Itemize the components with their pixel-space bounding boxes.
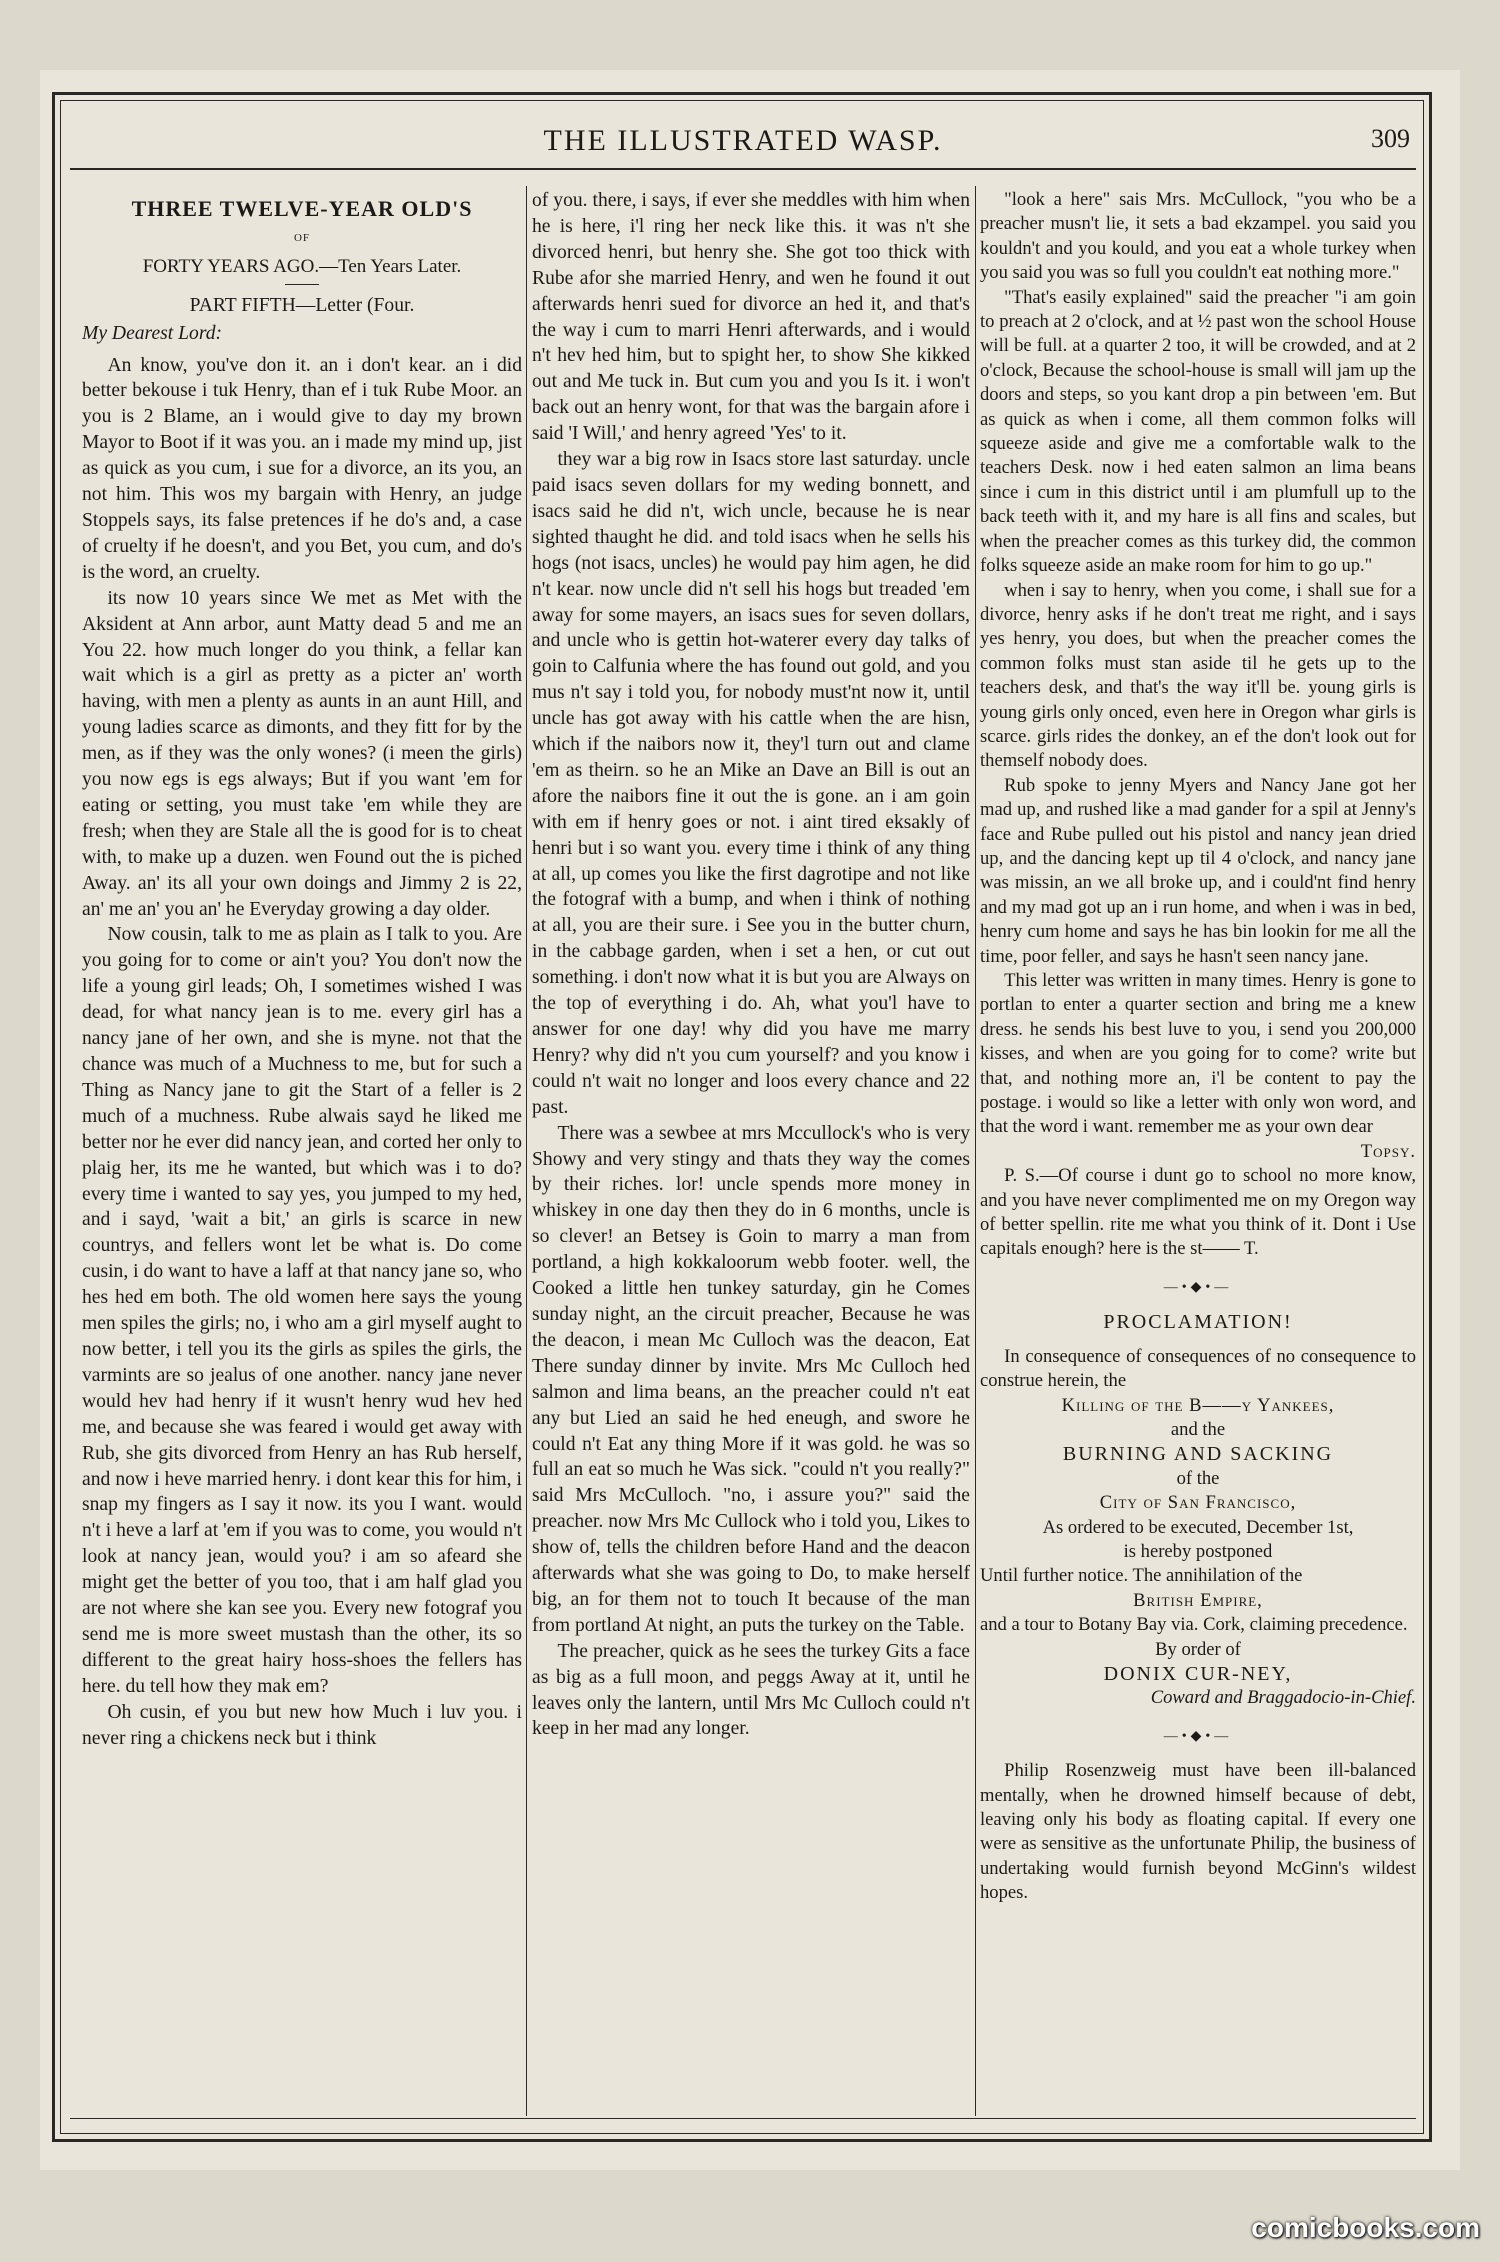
paragraph: Oh cusin, ef you but new how Much i luv you. i never ring a chickens neck but i think xyxy=(82,1701,522,1749)
paragraph: This letter was written in many times. Henry is gone to portlan to enter a quarter section and bring me a knew dress. he sends his best luve to you, i send you 200,000 kisses, and when are you going for to come? write but that, and nothing more an, i'l be content to pay the postage. i would so like a letter with only won word, and that the word i want. remember me as your own dear xyxy=(980,970,1416,1138)
column-2 xyxy=(532,188,970,2108)
watermark: comicbooks.com xyxy=(1251,2212,1480,2243)
paragraph: An know, you've don it. an i don't kear. an i did better bekouse i tuk Henry, than ef i tuk Rube Moor. an you is 2 Blame, an i would give to day my brown Mayor to Boot if it was you. an i made my mind up, jist as quick as you cum, i sue for a divorce, an its you, an not him. This wos my bargain with Henry, an judge Stoppels says, its false pretences if he do's and, a case of cruelty if he doesn't, and you Bet, you cum, and do's is the word, an cruelty. xyxy=(82,354,522,583)
article-of: OF xyxy=(293,231,311,244)
proclamation-line: Killing of the B——y Yankees, xyxy=(1061,1394,1335,1416)
article-subtitle: FORTY YEARS AGO.—Ten Years Later. xyxy=(142,255,462,277)
masthead: THE ILLUSTRATED WASP. xyxy=(543,124,943,157)
proclamation-line: BURNING AND SACKING xyxy=(1062,1443,1334,1466)
ornament-divider: —•◆•— xyxy=(1163,1279,1233,1295)
ornament-divider: —•◆•— xyxy=(1163,1728,1233,1744)
paragraph: when i say to henry, when you come, i shall sue for a divorce, henry asks if he don't treat me right, and i says yes henry, you does, but when the preacher comes the common folks must stan aside til he gets up to the teachers desk, and that's the way it'll be. young girls is young girls only onced, even here in Oregon whar girls is scarce. girls rides the donkey, an ef the don't look out for themself nobody does. xyxy=(980,579,1416,772)
proclamation-line: As ordered to be executed, December 1st, xyxy=(1042,1516,1354,1538)
proclamation-line: By order of xyxy=(1155,1638,1241,1660)
proclamation-line: and a tour to Botany Bay via. Cork, claiming precedence. xyxy=(980,1614,1408,1636)
paragraph: "look a here" sais Mrs. McCullock, "you who be a preacher musn't lie, it sets a bad ekzampel. you said you kouldn't and you kould, and you eat a whole turkey when you said you was so full you couldn't eat nothing more." xyxy=(980,189,1416,284)
proclamation-signer: DONIX CUR-NEY, xyxy=(1103,1662,1293,1685)
proclamation-line: and the xyxy=(1170,1418,1226,1440)
paragraph: they war a big row in Isacs store last saturday. uncle paid isacs seven dollars for my weding bonnett, and isacs said he did n't, wich uncle, because he is near sighted thaught he did. and told isacs when he sells his hogs (not isacs, uncles) he would pay him agen, he did n't kear. now uncle did n't sell his hogs but treaded 'em away for some mayers, an isacs sues for seven dollars, and uncle who is gettin hot-waterer every day talks of goin to Calfunia where the has found out gold, and you mus n't say i told you, for nobody must'nt now it, until uncle has got away with his cattle when the are hisn, which if the naibors now it, they'l turn out and clame 'em as theirn. so he an Mike an Dave an Bill is out an afore the naibors fine it out the is gone. an i am goin with em if henry goes or not. i aint tired eksakly of henri but i so want you. every time i think of any thing at all, up comes you like the first dagrotipe and not like the fotograf with a bump, and when i think of nothing at all, you are their sure. i See you in the butter churn, in the cabbage garden, when i set a hen, or cut out something. i don't now what it is but you are Always on the top of everything i do. Ah, what you'l have to answer for one day! why did you have me marry Henry? why did n't you cum yourself? and you know i could n't wait no longer and loos every chance and 22 past. xyxy=(532,449,970,1118)
paragraph: "That's easily explained" said the preacher "i am goin to preach at 2 o'clock, and at ½ past won the school House will be full. at a quarter 2 too, it will be crowded, and at 2 o'clock, Because the school-house is small will jam up the doors and steps, so you kant drop a pin between 'em. But as quick as when i come, all them common folks will squeeze aside and give me a comfortable walk to the teachers Desk. now i hed eaten salmon an lima beans since i cum in this district until i am plumfull up to the back teeth with it, and my hare is all fins and scales, but when the preacher comes as this turkey did, the common folks squeeze aside an make room for him to go up." xyxy=(980,286,1416,577)
paragraph: Rub spoke to jenny Myers and Nancy Jane got her mad up, and rushed like a mad gander for a spil at Jenny's face and Rube pulled out his pistol and nancy jean dried up, and the dancing kept up til 4 o'clock, and nancy jane was missin, an we all broke up, and i could'nt find henry and my mad got up an i run home, and when i was in bed, henry cum home and says he has bin lookin for me all the time, poor feller, and says he hasn't seen nancy jane. xyxy=(980,774,1416,967)
title-rule xyxy=(285,284,319,285)
part-heading: PART FIFTH—Letter (Four. xyxy=(189,294,415,316)
signature: Topsy. xyxy=(1360,1140,1416,1162)
proclamation-line: City of San Francisco, xyxy=(1099,1492,1297,1514)
proclamation-title-of-signer: Coward and Braggadocio-in-Chief. xyxy=(1150,1687,1416,1709)
column-divider xyxy=(975,186,976,2116)
paragraph: Now cousin, talk to me as plain as I talk to you. Are you going for to come or ain't you? You don't now the life a young girl leads; Oh, I sometimes wished I was dead, for what nancy jean is to me. every girl has a nancy jane of her own, and she is myne. not that the chance was much of a Muchness to me, but for such a Thing as Nancy jane to git the Start of a feller is 2 much of a muchness. Rube alwais sayd he liked me better nor he ever did nancy jean, and corted her only to plaig her, its me he wanted, but which was i to do? every time i wanted to say yes, you jumped to my hed, and i sayd, 'wait a bit,' an girls is scarce in new countrys, and fellers wont let be what is. Do come cusin, i do want to have a laff at that nancy jane so, who hes hed em both. The old women here says the young men spiles the girls; no, i who am a girl myself aught to now better, i tell you its the girls as spiles the girls, the varmints are so jealus of one another. nancy jane never would hev had henry if it wusn't henry wud hev hed me, and because she was feared i would get away with Rub, she gits divorced from Henry an has Rub herself, and now i heve married henry. i dont kear this for him, i snap my fingers as I say it now. its you I want. would n't i heve a larf at 'em if you was to come, you would n't look at nancy jean, would you? i am so afeard she might get the better of you too, that i am half glad you are not where she kan see you. Every new fotograf you send me is more sweet mustash than the other, its so different to the great hairy hoss-shoes the fellers has here. du tell how they mak em? xyxy=(82,924,522,1697)
proclamation-intro: In consequence of consequences of no consequence to construe herein, the xyxy=(980,1345,1416,1392)
paragraph: its now 10 years since We met as Met with the Aksident at Ann arbor, aunt Matty dead 5 and me an You 22. how much longer do you think, a fellar kan wait which is a girl as pretty as a picter an' worth having, with men a plenty as aunts in an aunt Hill, and young ladies scarce as dimonts, and they fitt for by the men, as if they was the only wones? (i meen the girls) you now egs is egs always; But if you want 'em for eating or setting, you must take 'em while they are fresh; when they are Stale all the is good for is to cheat with, to make up a duzen. wen Found out the is piched Away. an' its all your own doings and Jimmy 2 is 22, an' me an' you an' he Everyday growing a day older. xyxy=(82,587,522,920)
bottom-rule xyxy=(70,2118,1416,2119)
paragraph: of you. there, i says, if ever she meddles with him when he is here, i'l ring her neck like this. it was n't she divorced henri, but henry she. She got too thick with Rube afor she married Henry, and wen he found it out afterwards henri sued for divorce an hed it, and that's the way i cum to marri Henri afterwards, and i would n't hev hed him, but to spight her, to show She kikked out and Me tuck in. But cum you and you Is it. i won't back out an henry wont, for that was the bargain afore i said 'I Will,' and henry agreed 'Yes' to it. xyxy=(532,190,970,445)
proclamation xyxy=(980,1310,1416,1711)
header-rule xyxy=(70,168,1416,170)
postscript: P. S.—Of course i dunt go to school no more know, and you have never complimented me on my Oregon way of better spellin. rite me what you think of it. Dont i Use capitals enough? here is the st—— T. xyxy=(980,1165,1416,1260)
proclamation-line: is hereby postponed xyxy=(1123,1540,1273,1562)
paragraph: The preacher, quick as he sees the turkey Gits a face as big as a full moon, and peggs Away at it, until he leaves only the lantern, until Mrs Mc Culloch could n't keep in her mad any longer. xyxy=(532,1640,970,1740)
paragraph: There was a sewbee at mrs Mccullock's who is very Showy and very stingy and thats they way the comes by their riches. lor! uncle spends more money in whiskey in one day then they do in 6 months, uncle is so clever! an Betsey is Goin to marry a man from portland, a high kokkaloorum webb footer. well, the Cooked a little hen tunkey saturday, gin he Comes sunday night, an the circuit preacher, Because he was the deacon, i mean Mc Culloch was the deacon, Eat There sunday dinner by invite. Mrs Mc Culloch hed salmon and lima beans, an the preacher could n't eat any but Lied an said he hed eneugh, and swore he could n't Eat any thing More if it was gold. he was so full an eat so much he Was sick. "could n't you really?" said Mrs McCulloch. "no, i assure you?" said the preacher. now Mrs Mc Cullock who i told you, Likes to show of, tells the children before Hand and the deacon afterwards what she was going to Do, to make herself big, an for them not to touch It because of the man from portland At night, an puts the turkey on the Table. xyxy=(532,1122,970,1636)
proclamation-line: of the xyxy=(1176,1467,1220,1489)
column-1 xyxy=(82,188,522,2108)
column-divider xyxy=(526,186,527,2116)
greeting: My Dearest Lord: xyxy=(82,322,223,344)
page-number: 309 xyxy=(1371,124,1410,153)
proclamation-title: PROCLAMATION! xyxy=(1103,1311,1293,1334)
page-header xyxy=(70,118,1416,168)
proclamation-line: British Empire, xyxy=(1133,1589,1263,1611)
proclamation-line: Until further notice. The annihilation of the xyxy=(980,1565,1303,1587)
column-3 xyxy=(980,188,1416,2108)
news-item: Philip Rosenzweig must have been ill-balanced mentally, when he drowned himself because of debt, leaving only his body as floating capital. If every one were as sensitive as the unfortunate Philip, the business of undertaking would furnish beyond McGinn's wildest hopes. xyxy=(980,1760,1416,1904)
article-title: THREE TWELVE-YEAR OLD'S xyxy=(131,196,473,221)
